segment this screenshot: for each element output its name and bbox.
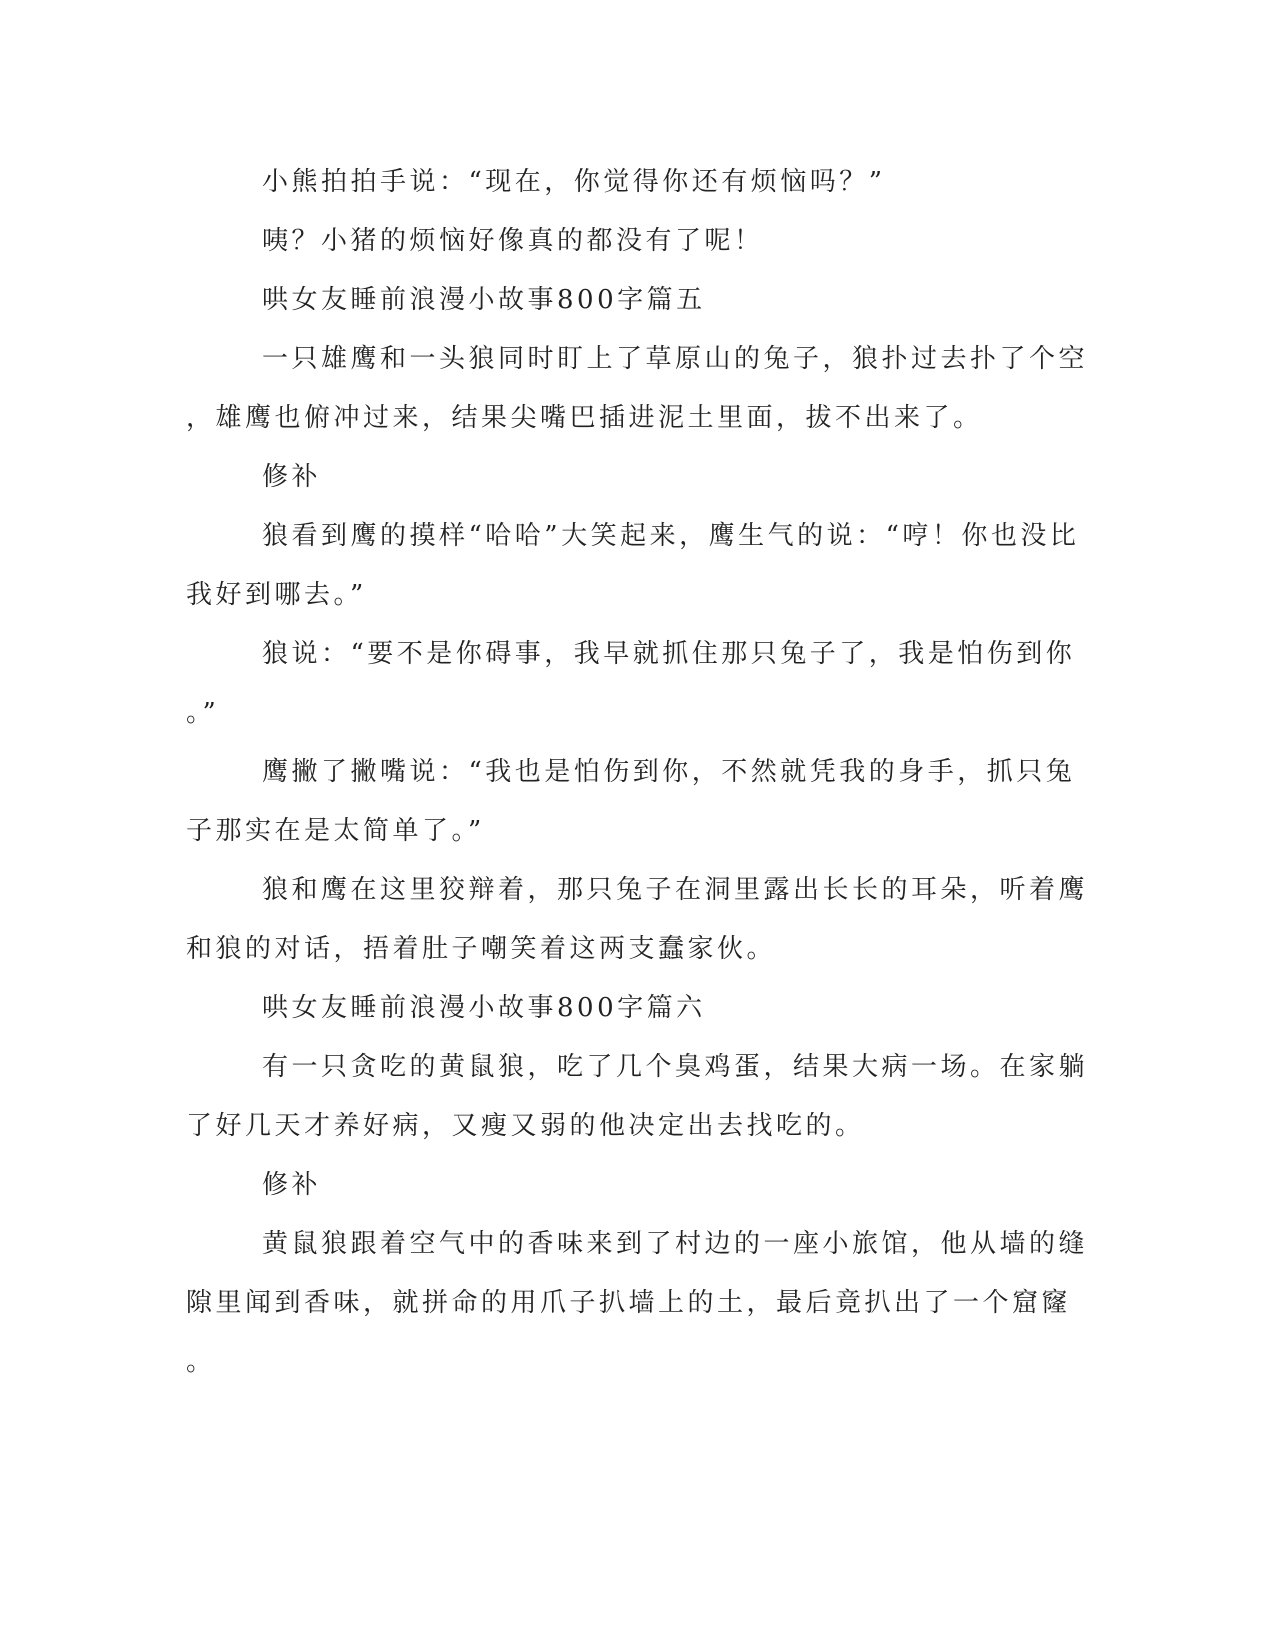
paragraph-line: 修补 [262,462,322,492]
paragraph-line: 小熊拍拍手说：“现在，你觉得你还有烦恼吗？” [262,167,886,197]
paragraph-line: 狼和鹰在这里狡辩着，那只兔子在洞里露出长长的耳朵，听着鹰 [262,875,1089,905]
paragraph-line: 修补 [262,1170,322,1200]
paragraph-line: 黄鼠狼跟着空气中的香味来到了村边的一座小旅馆，他从墙的缝 [262,1229,1089,1259]
paragraph-line: 。” [186,698,220,728]
section-heading: 哄女友睡前浪漫小故事800字篇六 [262,993,706,1023]
paragraph-line: 一只雄鹰和一头狼同时盯上了草原山的兔子，狼扑过去扑了个空 [262,344,1089,374]
paragraph-line: 隙里闻到香味，就拼命的用爪子扒墙上的土，最后竟扒出了一个窟窿 [186,1288,1072,1318]
paragraph-line: 狼说：“要不是你碍事，我早就抓住那只兔子了，我是怕伤到你 [262,639,1076,669]
paragraph-line: 了好几天才养好病，又瘦又弱的他决定出去找吃的。 [186,1111,865,1141]
paragraph-line: 我好到哪去。” [186,580,367,610]
section-heading: 哄女友睡前浪漫小故事800字篇五 [262,285,706,315]
paragraph-line: ，雄鹰也俯冲过来，结果尖嘴巴插进泥土里面，拔不出来了。 [186,403,983,433]
paragraph-line: 鹰撇了撇嘴说：“我也是怕伤到你，不然就凭我的身手，抓只兔 [262,757,1076,787]
paragraph-line: 。 [186,1347,216,1377]
paragraph-line: 有一只贪吃的黄鼠狼，吃了几个臭鸡蛋，结果大病一场。在家躺 [262,1052,1089,1082]
paragraph-line: 和狼的对话，捂着肚子嘲笑着这两支蠢家伙。 [186,934,777,964]
paragraph-line: 咦？小猪的烦恼好像真的都没有了呢！ [262,226,764,256]
paragraph-line: 子那实在是太简单了。” [186,816,485,846]
paragraph-line: 狼看到鹰的摸样“哈哈”大笑起来，鹰生气的说：“哼！你也没比 [262,521,1080,551]
